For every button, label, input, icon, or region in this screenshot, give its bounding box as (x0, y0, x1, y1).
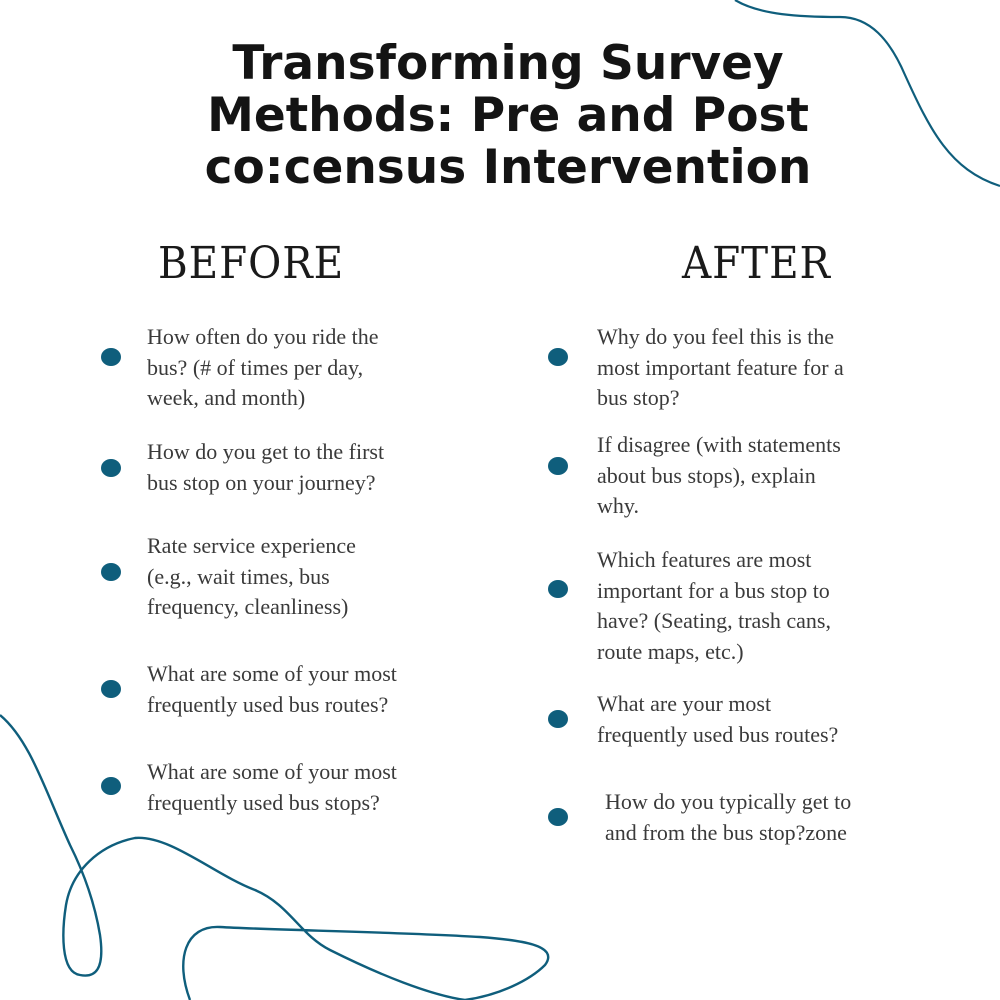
after-item-1: Why do you feel this is the most important feature for a bus stop? (597, 324, 844, 410)
bullet-icon (548, 710, 568, 728)
bullet-icon (548, 348, 568, 366)
title-line-2: Methods: Pre and Post (207, 88, 809, 143)
before-heading: BEFORE (158, 238, 345, 289)
after-item-4: What are your most frequently used bus routes? (597, 691, 839, 747)
bullet-icon (548, 808, 568, 826)
bullet-icon (548, 580, 568, 598)
before-item-3: Rate service experience (e.g., wait times, bus frequency, cleanliness) (147, 533, 356, 619)
bullet-icon (548, 457, 568, 475)
bullet-icon (101, 680, 121, 698)
before-item-1: How often do you ride the bus? (# of times per day, week, and month) (147, 324, 379, 410)
before-item-4: What are some of your most frequently used bus routes? (147, 661, 397, 717)
before-item-2: How do you get to the first bus stop on your journey? (147, 439, 385, 495)
page-title (0, 38, 1000, 194)
before-item-5: What are some of your most frequently used bus stops? (147, 759, 397, 815)
bullet-icon (101, 459, 121, 477)
bullet-icon (101, 348, 121, 366)
after-item-5: How do you typically get to and from the bus stop?zone (605, 789, 852, 845)
after-heading: AFTER (682, 238, 831, 289)
bullet-icon (101, 563, 121, 581)
after-item-2: If disagree (with statements about bus stops), explain why. (597, 432, 841, 518)
title-line-1: Transforming Survey (232, 36, 784, 91)
title-line-3: co:census Intervention (204, 140, 812, 195)
after-item-3: Which features are most important for a bus stop to have? (Seating, trash cans, route maps, etc.) (597, 547, 831, 664)
bullet-icon (101, 777, 121, 795)
